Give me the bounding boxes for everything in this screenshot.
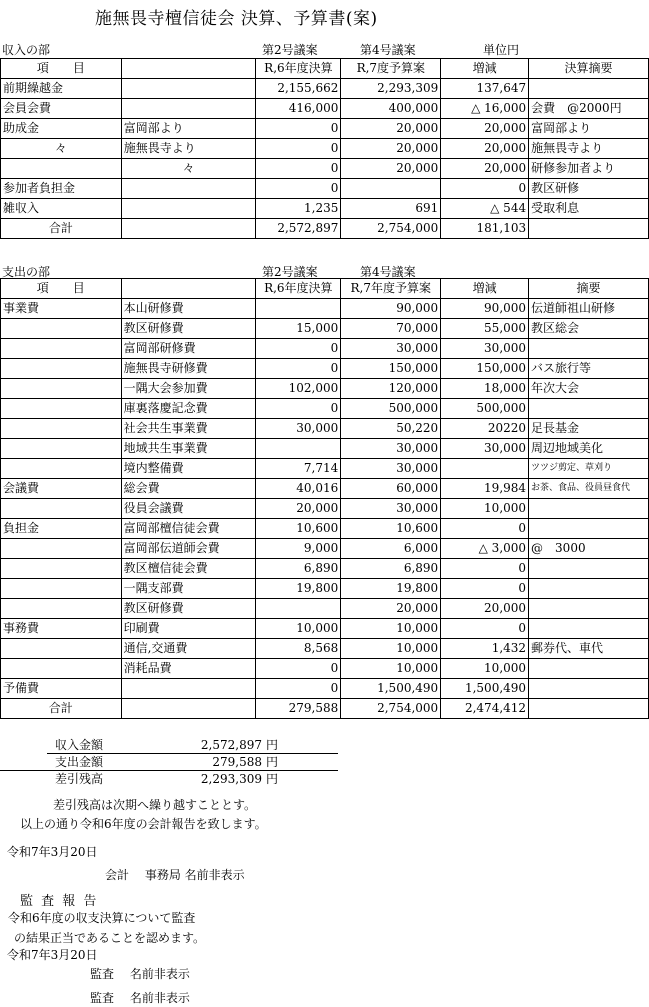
expense-cell-subitem: 富岡部研修費 <box>121 339 256 359</box>
expense-cell-note: お茶、食品、役員昼食代 <box>529 479 649 499</box>
expense-cell-diff: 19,984 <box>441 479 529 499</box>
income-cell-subitem: 施無畏寺より <box>121 139 256 159</box>
report-note: 以上の通り令和6年度の会計報告を致します。 <box>20 817 267 831</box>
income-cell-note: 研修参加者より <box>529 159 649 179</box>
expense-cell-subitem: 教区研修費 <box>121 599 256 619</box>
income-cell-prev-result: 416,000 <box>256 99 341 119</box>
income-cell-note: 富岡部より <box>529 119 649 139</box>
expense-cell-note: バス旅行等 <box>529 359 649 379</box>
expense-cell-note <box>529 699 649 719</box>
expense-cell-item <box>1 359 122 379</box>
expense-cell-item <box>1 579 122 599</box>
expense-cell-subitem: 総会費 <box>121 479 256 499</box>
expense-cell-item <box>1 539 122 559</box>
expense-cell-subitem <box>121 699 256 719</box>
income-cell-prev-result: 0 <box>256 179 341 199</box>
expense-cell-budget: 10,600 <box>341 519 441 539</box>
expense-cell-subitem: 教区研修費 <box>121 319 256 339</box>
income-cell-item: 雑収入 <box>1 199 122 219</box>
expense-cell-subitem: 施無畏寺研修費 <box>121 359 256 379</box>
summary-row <box>47 771 338 788</box>
expense-cell-prev-result: 6,890 <box>256 559 341 579</box>
expense-cell-note <box>529 339 649 359</box>
income-cell-note: 受取利息 <box>529 199 649 219</box>
expense-cell-diff: 10,000 <box>441 659 529 679</box>
expense-cell-diff: 1,432 <box>441 639 529 659</box>
income-cell-budget: 691 <box>341 199 441 219</box>
expense-cell-diff: 90,000 <box>441 299 529 319</box>
expense-cell-item: 事務費 <box>1 619 122 639</box>
expense-cell-diff: 20220 <box>441 419 529 439</box>
expense-cell-budget: 2,754,000 <box>341 699 441 719</box>
income-header-budget: R,7度予算案 <box>341 59 441 79</box>
income-header-row <box>1 59 649 79</box>
expense-cell-note <box>529 619 649 639</box>
income-cell-budget <box>341 179 441 199</box>
expense-cell-item <box>1 659 122 679</box>
expense-cell-prev-result <box>256 439 341 459</box>
expense-cell-prev-result: 0 <box>256 339 341 359</box>
expense-cell-note <box>529 559 649 579</box>
expense-cell-subitem: 境内整備費 <box>121 459 256 479</box>
accountant-signature: 会計 事務局 名前非表示 <box>105 868 245 882</box>
income-agenda-4: 第4号議案 <box>360 43 416 57</box>
expense-cell-subitem: 通信,交通費 <box>121 639 256 659</box>
page-title: 施無畏寺檀信徒会 決算、予算書(案) <box>95 9 378 29</box>
expense-row <box>1 579 649 599</box>
income-cell-prev-result: 2,572,897 <box>256 219 341 239</box>
expense-cell-budget: 500,000 <box>341 399 441 419</box>
expense-cell-item <box>1 599 122 619</box>
expense-cell-item <box>1 439 122 459</box>
expense-row <box>1 319 649 339</box>
expense-cell-prev-result: 7,714 <box>256 459 341 479</box>
expense-cell-item: 事業費 <box>1 299 122 319</box>
expense-cell-budget: 10,000 <box>341 619 441 639</box>
expense-cell-note <box>529 519 649 539</box>
expense-cell-budget: 30,000 <box>341 459 441 479</box>
expense-row <box>1 519 649 539</box>
summary-label: 支出金額 <box>55 755 104 769</box>
expense-cell-item <box>1 319 122 339</box>
income-cell-item: 会員会費 <box>1 99 122 119</box>
expense-cell-note: 教区総会 <box>529 319 649 339</box>
expense-row <box>1 379 649 399</box>
expense-cell-budget: 30,000 <box>341 499 441 519</box>
income-cell-prev-result: 1,235 <box>256 199 341 219</box>
expense-cell-prev-result: 8,568 <box>256 639 341 659</box>
expense-cell-diff: 2,474,412 <box>441 699 529 719</box>
expense-cell-item <box>1 399 122 419</box>
income-cell-note: 教区研修 <box>529 179 649 199</box>
expense-cell-prev-result: 40,016 <box>256 479 341 499</box>
expense-cell-prev-result: 15,000 <box>256 319 341 339</box>
income-cell-subitem <box>121 99 256 119</box>
income-cell-diff: 137,647 <box>441 79 529 99</box>
auditor-2: 監査 名前非表示 <box>90 991 190 1005</box>
expense-row <box>1 659 649 679</box>
income-cell-budget: 20,000 <box>341 139 441 159</box>
expense-cell-diff: 55,000 <box>441 319 529 339</box>
expense-cell-budget: 6,000 <box>341 539 441 559</box>
expense-cell-budget: 10,000 <box>341 659 441 679</box>
expense-cell-budget: 20,000 <box>341 599 441 619</box>
income-cell-prev-result: 0 <box>256 139 341 159</box>
income-cell-item: 参加者負担金 <box>1 179 122 199</box>
expense-agenda-2: 第2号議案 <box>262 265 318 279</box>
income-cell-note: 施無畏寺より <box>529 139 649 159</box>
expense-cell-note: 伝道師祖山研修 <box>529 299 649 319</box>
expense-cell-note: @ 3000 <box>529 539 649 559</box>
income-cell-note <box>529 219 649 239</box>
expense-cell-budget: 150,000 <box>341 359 441 379</box>
income-cell-diff: △ 544 <box>441 199 529 219</box>
income-header-item: 項 目 <box>1 59 122 79</box>
expense-cell-subitem: 地域共生事業費 <box>121 439 256 459</box>
expense-cell-budget: 120,000 <box>341 379 441 399</box>
expense-cell-diff: 30,000 <box>441 339 529 359</box>
income-unit: 単位円 <box>483 43 520 57</box>
expense-row <box>1 559 649 579</box>
expense-table <box>0 278 649 719</box>
expense-header-item: 項 目 <box>1 279 122 299</box>
income-row <box>1 199 649 219</box>
expense-cell-subitem: 富岡部檀信徒会費 <box>121 519 256 539</box>
expense-cell-subitem: 本山研修費 <box>121 299 256 319</box>
expense-cell-diff: 0 <box>441 619 529 639</box>
summary-value: 2,572,897 <box>200 738 262 752</box>
summary-unit: 円 <box>266 772 279 786</box>
expense-cell-prev-result: 0 <box>256 399 341 419</box>
expense-header-prev-result: R,6年度決算 <box>256 279 341 299</box>
income-row <box>1 119 649 139</box>
income-cell-subitem <box>121 199 256 219</box>
income-cell-budget: 20,000 <box>341 119 441 139</box>
expense-cell-subitem: 教区檀信徒会費 <box>121 559 256 579</box>
expense-header-row <box>1 279 649 299</box>
expense-cell-item: 会議費 <box>1 479 122 499</box>
expense-cell-note: 郵券代、車代 <box>529 639 649 659</box>
expense-cell-item <box>1 339 122 359</box>
expense-header-subitem <box>121 279 256 299</box>
income-cell-diff: 181,103 <box>441 219 529 239</box>
expense-cell-prev-result: 0 <box>256 359 341 379</box>
expense-cell-item: 合計 <box>1 699 122 719</box>
expense-cell-budget: 6,890 <box>341 559 441 579</box>
auditor-1: 監査 名前非表示 <box>90 967 190 981</box>
income-cell-budget: 2,754,000 <box>341 219 441 239</box>
expense-cell-subitem: 役員会議費 <box>121 499 256 519</box>
summary-value: 2,293,309 <box>200 772 262 786</box>
expense-row <box>1 339 649 359</box>
expense-row <box>1 539 649 559</box>
expense-cell-diff: 150,000 <box>441 359 529 379</box>
expense-cell-diff: 10,000 <box>441 499 529 519</box>
expense-cell-prev-result: 20,000 <box>256 499 341 519</box>
expense-cell-note <box>529 599 649 619</box>
carryover-note: 差引残高は次期へ繰り越すこととす。 <box>53 798 257 812</box>
expense-row <box>1 419 649 439</box>
income-cell-prev-result: 2,155,662 <box>256 79 341 99</box>
summary-label: 差引残高 <box>55 772 104 786</box>
expense-cell-budget: 30,000 <box>341 339 441 359</box>
summary-unit: 円 <box>266 738 279 752</box>
expense-cell-diff: 30,000 <box>441 439 529 459</box>
expense-cell-budget: 10,000 <box>341 639 441 659</box>
audit-text-2: の結果正当であることを認めます。 <box>14 931 206 945</box>
expense-row <box>1 639 649 659</box>
expense-cell-item <box>1 639 122 659</box>
expense-cell-note <box>529 579 649 599</box>
expense-cell-prev-result <box>256 599 341 619</box>
income-cell-item: 合計 <box>1 219 122 239</box>
income-cell-note: 会費 @2000円 <box>529 99 649 119</box>
expense-cell-prev-result: 30,000 <box>256 419 341 439</box>
expense-cell-note: ツツジ剪定、草刈り <box>529 459 649 479</box>
expense-cell-subitem: 一隅大会参加費 <box>121 379 256 399</box>
expense-cell-diff <box>441 459 529 479</box>
expense-cell-note <box>529 499 649 519</box>
income-cell-diff: 20,000 <box>441 159 529 179</box>
expense-cell-prev-result: 9,000 <box>256 539 341 559</box>
expense-agenda-4: 第4号議案 <box>360 265 416 279</box>
summary-label: 収入金額 <box>55 738 104 752</box>
income-cell-prev-result: 0 <box>256 119 341 139</box>
expense-cell-item <box>1 419 122 439</box>
income-header-note: 決算摘要 <box>529 59 649 79</box>
expense-row <box>1 399 649 419</box>
expense-row <box>1 479 649 499</box>
income-row <box>1 99 649 119</box>
expense-cell-prev-result: 0 <box>256 679 341 699</box>
expense-cell-item <box>1 559 122 579</box>
expense-cell-prev-result: 279,588 <box>256 699 341 719</box>
income-cell-diff: 0 <box>441 179 529 199</box>
expense-row <box>1 699 649 719</box>
income-row <box>1 159 649 179</box>
income-cell-diff: 20,000 <box>441 139 529 159</box>
summary-unit: 円 <box>266 755 279 769</box>
income-cell-subitem: 富岡部より <box>121 119 256 139</box>
expense-row <box>1 459 649 479</box>
income-row <box>1 79 649 99</box>
expense-cell-prev-result: 19,800 <box>256 579 341 599</box>
income-table <box>0 58 649 239</box>
expense-cell-subitem: 印刷費 <box>121 619 256 639</box>
expense-cell-diff: 1,500,490 <box>441 679 529 699</box>
expense-row <box>1 499 649 519</box>
income-cell-diff: 20,000 <box>441 119 529 139</box>
expense-cell-prev-result: 10,000 <box>256 619 341 639</box>
summary-row <box>47 754 338 771</box>
income-header-subitem <box>121 59 256 79</box>
expense-row <box>1 299 649 319</box>
expense-cell-diff: 20,000 <box>441 599 529 619</box>
expense-row <box>1 619 649 639</box>
expense-cell-budget: 1,500,490 <box>341 679 441 699</box>
expense-row <box>1 679 649 699</box>
expense-cell-note <box>529 399 649 419</box>
expense-row <box>1 359 649 379</box>
expense-cell-prev-result: 102,000 <box>256 379 341 399</box>
income-cell-item: 前期繰越金 <box>1 79 122 99</box>
income-cell-diff: △ 16,000 <box>441 99 529 119</box>
income-cell-subitem <box>121 79 256 99</box>
income-cell-item: 々 <box>1 139 122 159</box>
expense-cell-note: 周辺地域美化 <box>529 439 649 459</box>
expense-cell-diff: △ 3,000 <box>441 539 529 559</box>
income-row <box>1 179 649 199</box>
expense-cell-subitem: 一隅支部費 <box>121 579 256 599</box>
expense-cell-budget: 50,220 <box>341 419 441 439</box>
income-cell-item: 助成金 <box>1 119 122 139</box>
income-cell-prev-result: 0 <box>256 159 341 179</box>
summary-value: 279,588 <box>212 755 262 769</box>
expense-cell-budget: 60,000 <box>341 479 441 499</box>
expense-cell-diff: 500,000 <box>441 399 529 419</box>
expense-cell-subitem: 消耗品費 <box>121 659 256 679</box>
audit-date: 令和7年3月20日 <box>7 948 98 962</box>
income-section-label: 収入の部 <box>2 43 51 57</box>
expense-cell-diff: 18,000 <box>441 379 529 399</box>
income-cell-budget: 2,293,309 <box>341 79 441 99</box>
expense-cell-budget: 30,000 <box>341 439 441 459</box>
expense-cell-budget: 19,800 <box>341 579 441 599</box>
income-cell-note <box>529 79 649 99</box>
expense-cell-note <box>529 679 649 699</box>
expense-cell-subitem <box>121 679 256 699</box>
expense-cell-item <box>1 459 122 479</box>
expense-cell-item: 予備費 <box>1 679 122 699</box>
expense-cell-note <box>529 659 649 679</box>
audit-title: 監 査 報 告 <box>20 894 99 909</box>
expense-cell-item <box>1 499 122 519</box>
summary-table <box>47 737 338 787</box>
expense-row <box>1 439 649 459</box>
expense-cell-diff: 0 <box>441 579 529 599</box>
income-row <box>1 219 649 239</box>
audit-text-1: 令和6年度の収支決算について監査 <box>8 911 196 925</box>
expense-cell-prev-result: 10,600 <box>256 519 341 539</box>
income-header-diff: 増減 <box>441 59 529 79</box>
summary-divider <box>0 770 47 771</box>
expense-cell-note: 年次大会 <box>529 379 649 399</box>
income-cell-item <box>1 159 122 179</box>
expense-cell-item <box>1 379 122 399</box>
summary-row <box>47 737 338 754</box>
income-cell-subitem <box>121 219 256 239</box>
expense-row <box>1 599 649 619</box>
expense-cell-diff: 0 <box>441 559 529 579</box>
expense-header-budget: R,7年度予算案 <box>341 279 441 299</box>
expense-cell-subitem: 富岡部伝道師会費 <box>121 539 256 559</box>
income-cell-budget: 20,000 <box>341 159 441 179</box>
report-date: 令和7年3月20日 <box>7 845 98 859</box>
income-header-prev-result: R,6年度決算 <box>256 59 341 79</box>
income-cell-subitem: 々 <box>121 159 256 179</box>
income-row <box>1 139 649 159</box>
expense-cell-diff: 0 <box>441 519 529 539</box>
expense-cell-budget: 70,000 <box>341 319 441 339</box>
expense-cell-subitem: 社会共生事業費 <box>121 419 256 439</box>
income-agenda-2: 第2号議案 <box>262 43 318 57</box>
expense-header-note: 摘要 <box>529 279 649 299</box>
expense-cell-subitem: 庫裏落慶記念費 <box>121 399 256 419</box>
expense-cell-note: 足長基金 <box>529 419 649 439</box>
expense-cell-prev-result <box>256 299 341 319</box>
expense-cell-prev-result: 0 <box>256 659 341 679</box>
income-cell-budget: 400,000 <box>341 99 441 119</box>
expense-header-diff: 増減 <box>441 279 529 299</box>
income-cell-subitem <box>121 179 256 199</box>
expense-cell-budget: 90,000 <box>341 299 441 319</box>
expense-section-label: 支出の部 <box>2 265 51 279</box>
expense-cell-item: 負担金 <box>1 519 122 539</box>
